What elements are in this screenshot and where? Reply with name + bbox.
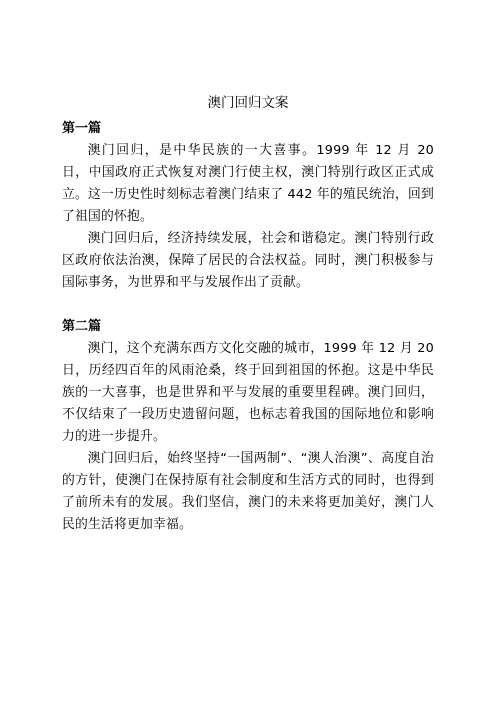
document-title: 澳门回归文案 bbox=[207, 95, 289, 111]
section-spacer bbox=[62, 294, 434, 316]
paragraph: 澳门回归后，始终坚持“一国两制”、“澳人治澳”、高度自治的方针，使澳门在保持原有社会制度和生活方式的同时，也得到了前所未有的发展。我们坚信，澳门的未来将更加美好，澳门人民的生活将更加幸福。 bbox=[62, 451, 434, 532]
paragraph: 澳门，这个充满东西方文化交融的城市，1999 年 12 月 20 日，历经四百年的风雨沧桑，终于回到祖国的怀抱。这是中华民族的一大喜事，也是世界和平与发展的重要里程碑。澳门回归，不仅结束了一段历史遗留问题，也标志着我国的国际地位和影响力的进一步提升。 bbox=[62, 341, 434, 444]
section-heading: 第一篇 bbox=[62, 121, 102, 136]
paragraph: 澳门回归，是中华民族的一大喜事。1999 年 12 月 20 日，中国政府正式恢复对澳门行使主权，澳门特别行政区正式成立。这一历史性时刻标志着澳门结束了 442 年的殖民统治，回到了祖国的怀抱。 bbox=[62, 143, 434, 224]
document-body bbox=[62, 92, 434, 536]
paragraph: 澳门回归后，经济持续发展，社会和谐稳定。澳门特别行政区政府依法治澳，保障了居民的合法权益。同时，澳门积极参与国际事务，为世界和平与发展作出了贡献。 bbox=[62, 231, 434, 290]
section-2 bbox=[62, 316, 434, 536]
section-heading: 第二篇 bbox=[62, 319, 102, 334]
section-1 bbox=[62, 118, 434, 294]
